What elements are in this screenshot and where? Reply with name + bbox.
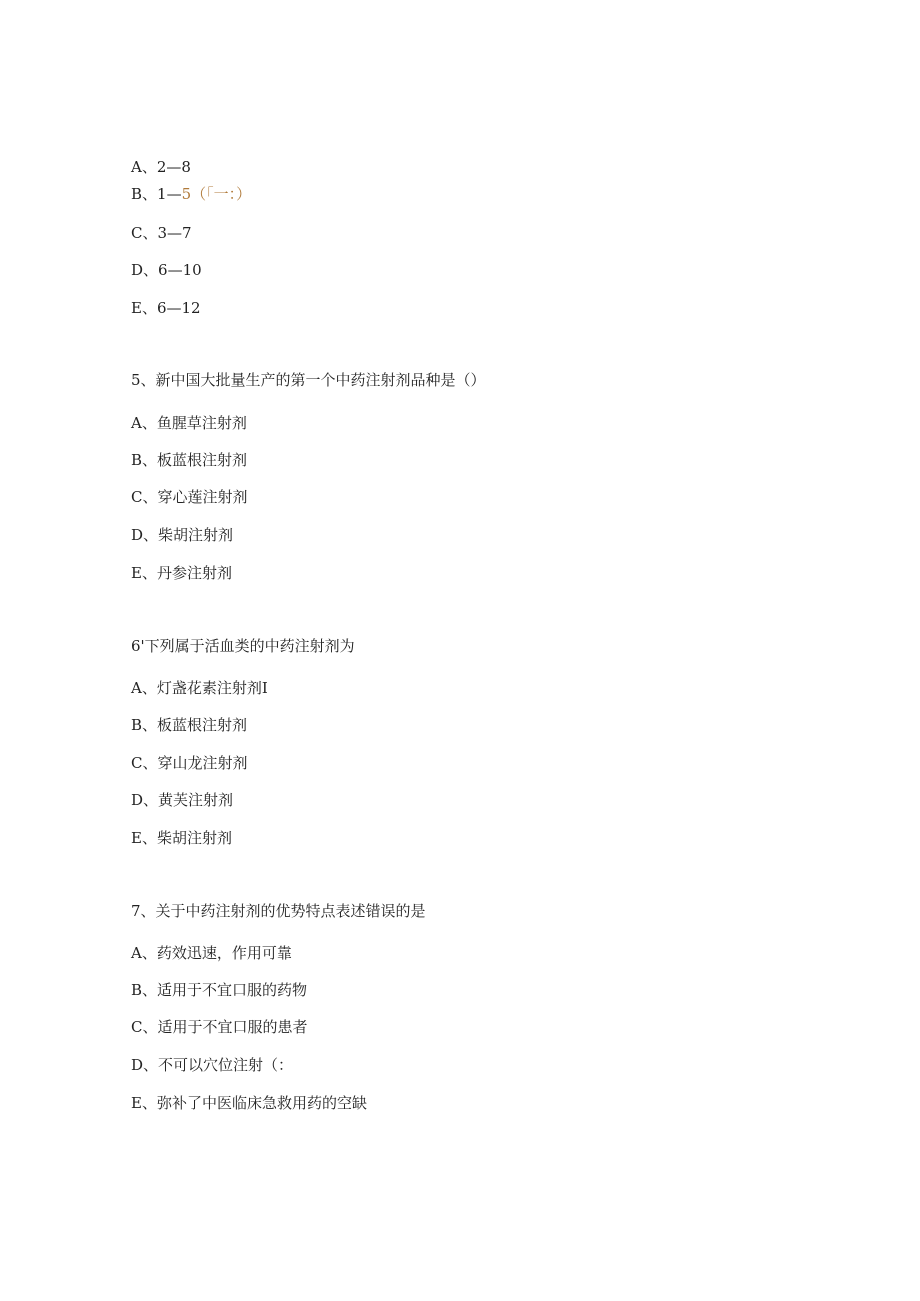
- q7-option-d: D、不可以穴位注射（：: [131, 1056, 294, 1074]
- q7-option-e: E、弥补了中医临床急救用药的空缺: [131, 1094, 367, 1112]
- q6-option-b: B、板蓝根注射剂: [131, 716, 248, 734]
- q5-option-e: E、丹参注射剂: [131, 564, 232, 582]
- q4-option-b-annotation: 5（「一：）: [181, 185, 252, 203]
- q4-option-c: C、3—7: [131, 224, 192, 242]
- q5-option-d: D、柴胡注射剂: [131, 526, 234, 544]
- q4-option-d: D、6—10: [131, 261, 202, 279]
- q5-stem: 5、新中国大批量生产的第一个中药注射剂品种是（）: [131, 371, 486, 389]
- q4-option-e: E、6—12: [131, 299, 201, 317]
- q4-option-b-text: B、1—: [131, 185, 182, 203]
- q6-option-d: D、黄芙注射剂: [131, 791, 234, 809]
- q6-option-a: A、灯盏花素注射剂I: [131, 679, 268, 697]
- q4-option-a: A、2—8: [131, 158, 191, 176]
- q5-option-a: A、鱼腥草注射剂: [131, 414, 247, 432]
- q7-stem: 7、关于中药注射剂的优势特点表述错误的是: [131, 902, 426, 920]
- q4-option-b: [131, 184, 251, 204]
- q6-stem: 6'下列属于活血类的中药注射剂为: [131, 637, 355, 655]
- q7-option-a: A、药效迅速，作用可靠: [131, 944, 292, 962]
- q7-option-c: C、适用于不宜口服的患者: [131, 1018, 308, 1036]
- q5-option-c: C、穿心莲注射剂: [131, 488, 248, 506]
- q6-option-c: C、穿山龙注射剂: [131, 754, 248, 772]
- q5-option-b: B、板蓝根注射剂: [131, 451, 248, 469]
- q6-option-e: E、柴胡注射剂: [131, 829, 232, 847]
- q7-option-b: B、适用于不宜口服的药物: [131, 981, 308, 999]
